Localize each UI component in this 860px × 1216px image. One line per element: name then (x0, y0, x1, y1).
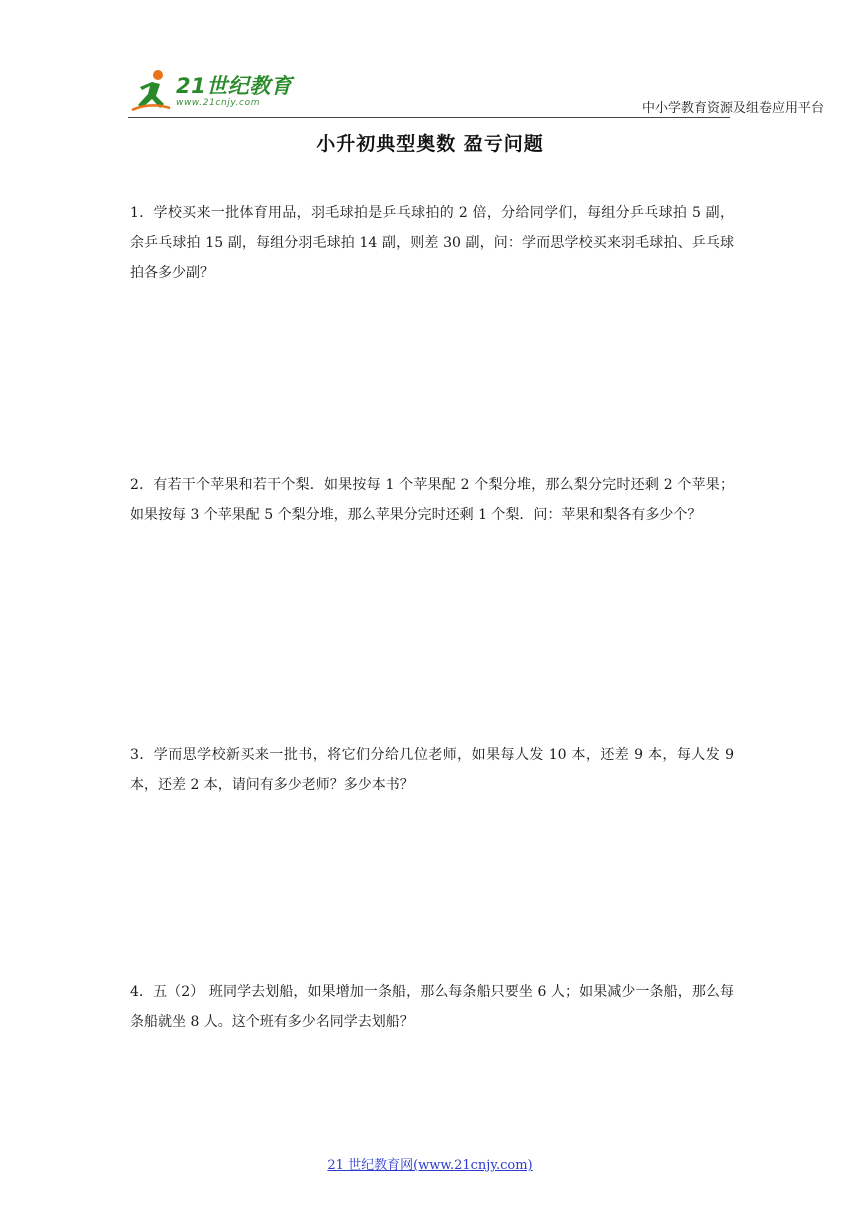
footer-link[interactable]: 21 世纪教育网(www.21cnjy.com) (327, 1158, 533, 1173)
problem-4: 4．五（2） 班同学去划船，如果增加一条船，那么每条船只要坐 6 人；如果减少一条船，那么每条船就坐 8 人。这个班有多少名同学去划船？ (130, 984, 734, 1030)
page-header (0, 0, 860, 125)
logo-url: www.21cnjy.com (176, 98, 261, 108)
logo (128, 68, 303, 116)
runner-logo-icon (128, 68, 174, 116)
problem-1: 1．学校买来一批体育用品，羽毛球拍是乒乓球拍的 2 倍，分给同学们，每组分乒乓球拍 5 副，余乒乓球拍 15 副，每组分羽毛球拍 14 副，则差 30 副，问：学而思学校买来羽毛球拍、乒乓球拍各多少副？ (130, 205, 734, 281)
header-divider (128, 117, 730, 118)
logo-text: 21世纪教育 (176, 74, 293, 98)
platform-name: 中小学教育资源及组卷应用平台 (641, 101, 824, 116)
problem-3: 3．学而思学校新买来一批书，将它们分给几位老师，如果每人发 10 本，还差 9 本，每人发 9 本，还差 2 本，请问有多少老师？多少本书？ (130, 747, 734, 793)
page-title: 小升初典型奥数 盈亏问题 (316, 133, 544, 155)
problem-2: 2．有若干个苹果和若干个梨．如果按每 1 个苹果配 2 个梨分堆，那么梨分完时还剩 2 个苹果；如果按每 3 个苹果配 5 个梨分堆，那么苹果分完时还剩 1 个梨．问：苹果和梨各有多少个？ (130, 477, 734, 523)
